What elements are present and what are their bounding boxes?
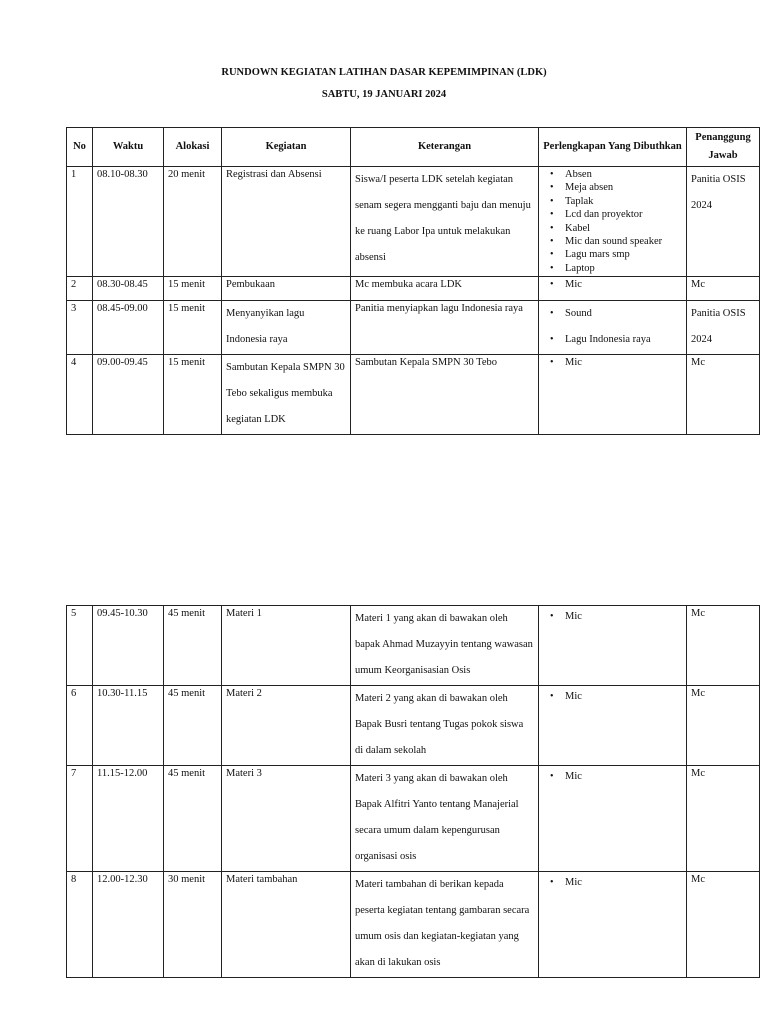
cell-no: 3 — [67, 301, 93, 355]
cell-perlengkapan — [539, 606, 687, 686]
table-row — [67, 686, 760, 766]
cell-kegiatan: Materi tambahan — [222, 872, 351, 978]
list-item: • Mic — [565, 278, 682, 291]
list-item: • Laptop — [565, 262, 682, 275]
header-keterangan: Keterangan — [351, 128, 539, 167]
list-item: • Mic — [565, 610, 682, 623]
cell-waktu: 10.30-11.15 — [93, 686, 164, 766]
table-row — [67, 355, 760, 435]
list-item: • Absen — [565, 168, 682, 181]
cell-no: 2 — [67, 277, 93, 301]
equipment-list — [543, 168, 682, 275]
header-alokasi: Alokasi — [164, 128, 222, 167]
table-row — [67, 766, 760, 872]
cell-kegiatan: Sambutan Kepala SMPN 30 Tebo sekaligus membuka kegiatan LDK — [222, 355, 351, 435]
cell-waktu: 12.00-12.30 — [93, 872, 164, 978]
cell-alokasi: 15 menit — [164, 355, 222, 435]
cell-waktu: 08.30-08.45 — [93, 277, 164, 301]
cell-keterangan: Sambutan Kepala SMPN 30 Tebo — [351, 355, 539, 435]
cell-kegiatan: Pembukaan — [222, 277, 351, 301]
cell-penanggung-jawab: Mc — [687, 277, 760, 301]
table-row — [67, 872, 760, 978]
equipment-list — [543, 610, 682, 623]
cell-waktu: 09.45-10.30 — [93, 606, 164, 686]
cell-no: 4 — [67, 355, 93, 435]
cell-perlengkapan — [539, 167, 687, 277]
cell-perlengkapan — [539, 686, 687, 766]
cell-waktu: 08.10-08.30 — [93, 167, 164, 277]
equipment-list — [543, 278, 682, 291]
header-penanggung-jawab: Penanggung Jawab — [687, 128, 760, 167]
cell-penanggung-jawab: Mc — [687, 872, 760, 978]
cell-alokasi: 45 menit — [164, 606, 222, 686]
list-item: • Taplak — [565, 195, 682, 208]
cell-keterangan: Materi 2 yang akan di bawakan oleh Bapak Busri tentang Tugas pokok siswa di dalam sekolah — [351, 686, 539, 766]
list-item: • Mic — [565, 876, 682, 889]
rundown-table-page-1 — [66, 127, 760, 435]
cell-perlengkapan — [539, 872, 687, 978]
table-row — [67, 301, 760, 355]
cell-no: 7 — [67, 766, 93, 872]
cell-no: 5 — [67, 606, 93, 686]
cell-perlengkapan — [539, 277, 687, 301]
list-item: • Lcd dan proyektor — [565, 208, 682, 221]
cell-no: 8 — [67, 872, 93, 978]
list-item: • Sound — [565, 301, 682, 327]
cell-keterangan: Siswa/I peserta LDK setelah kegiatan senam segera mengganti baju dan menuju ke ruang Labor Ipa untuk melakukan absensi — [351, 167, 539, 277]
equipment-list — [543, 690, 682, 703]
list-item: • Mic — [565, 356, 682, 369]
table-header-row — [67, 128, 760, 167]
cell-perlengkapan — [539, 766, 687, 872]
cell-keterangan: Materi 1 yang akan di bawakan oleh bapak Ahmad Muzayyin tentang wawasan umum Keorganisasian Osis — [351, 606, 539, 686]
cell-perlengkapan — [539, 301, 687, 355]
cell-kegiatan: Materi 3 — [222, 766, 351, 872]
cell-keterangan: Materi tambahan di berikan kepada peserta kegiatan tentang gambaran secara umum osis dan kegiatan-kegiatan yang akan di lakukan osis — [351, 872, 539, 978]
header-perlengkapan: Perlengkapan Yang Dibuthkan — [539, 128, 687, 167]
cell-alokasi: 15 menit — [164, 277, 222, 301]
cell-waktu: 11.15-12.00 — [93, 766, 164, 872]
cell-kegiatan: Menyanyikan lagu Indonesia raya — [222, 301, 351, 355]
header-no: No — [67, 128, 93, 167]
list-item: • Kabel — [565, 222, 682, 235]
header-waktu: Waktu — [93, 128, 164, 167]
cell-keterangan: Materi 3 yang akan di bawakan oleh Bapak Alfitri Yanto tentang Manajerial secara umum dalam kepengurusan organisasi osis — [351, 766, 539, 872]
cell-penanggung-jawab: Mc — [687, 606, 760, 686]
cell-penanggung-jawab: Mc — [687, 355, 760, 435]
cell-keterangan: Panitia menyiapkan lagu Indonesia raya — [351, 301, 539, 355]
list-item: • Mic — [565, 770, 682, 783]
cell-penanggung-jawab: Mc — [687, 766, 760, 872]
table-row — [67, 606, 760, 686]
cell-waktu: 09.00-09.45 — [93, 355, 164, 435]
equipment-list — [543, 876, 682, 889]
header-kegiatan: Kegiatan — [222, 128, 351, 167]
table-row — [67, 277, 760, 301]
equipment-list — [543, 770, 682, 783]
equipment-list — [543, 301, 682, 353]
cell-alokasi: 30 menit — [164, 872, 222, 978]
cell-perlengkapan — [539, 355, 687, 435]
cell-alokasi: 45 menit — [164, 766, 222, 872]
cell-waktu: 08.45-09.00 — [93, 301, 164, 355]
document-date: SABTU, 19 JANUARI 2024 — [321, 89, 447, 100]
table-row — [67, 167, 760, 277]
document-title: RUNDOWN KEGIATAN LATIHAN DASAR KEPEMIMPINAN (LDK) — [221, 67, 547, 78]
cell-penanggung-jawab: Mc — [687, 686, 760, 766]
cell-no: 6 — [67, 686, 93, 766]
cell-penanggung-jawab: Panitia OSIS 2024 — [687, 301, 760, 355]
cell-kegiatan: Materi 2 — [222, 686, 351, 766]
cell-alokasi: 15 menit — [164, 301, 222, 355]
cell-kegiatan: Registrasi dan Absensi — [222, 167, 351, 277]
list-item: • Lagu mars smp — [565, 248, 682, 261]
equipment-list — [543, 356, 682, 369]
list-item: • Lagu Indonesia raya — [565, 327, 682, 353]
list-item: • Meja absen — [565, 181, 682, 194]
cell-keterangan: Mc membuka acara LDK — [351, 277, 539, 301]
cell-penanggung-jawab: Panitia OSIS 2024 — [687, 167, 760, 277]
cell-no: 1 — [67, 167, 93, 277]
cell-alokasi: 45 menit — [164, 686, 222, 766]
cell-alokasi: 20 menit — [164, 167, 222, 277]
list-item: • Mic dan sound speaker — [565, 235, 682, 248]
cell-kegiatan: Materi 1 — [222, 606, 351, 686]
list-item: • Mic — [565, 690, 682, 703]
rundown-table-page-2 — [66, 605, 760, 978]
